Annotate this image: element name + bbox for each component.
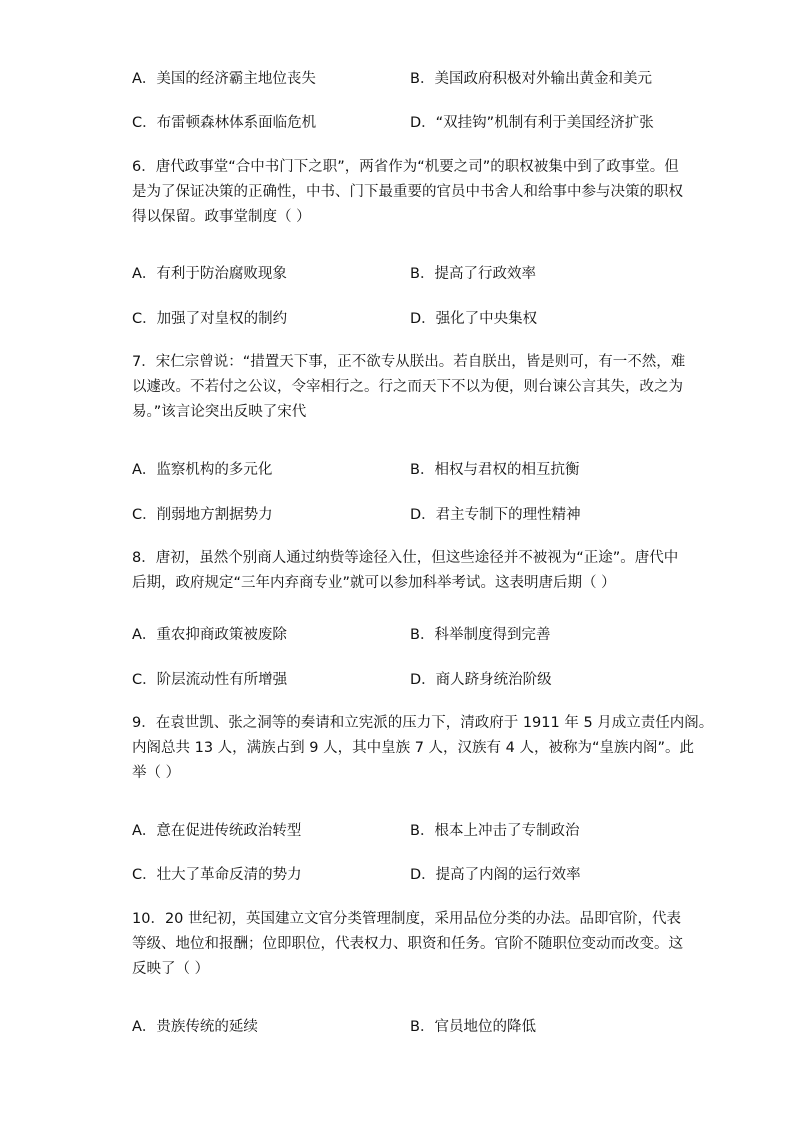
- q6-stem-line-2: 是为了保证决策的正确性，中书、门下最重要的官员中书舍人和给事中参与决策的职权: [132, 184, 683, 200]
- q7-stem-line-1: 7．宋仁宗曾说：“措置天下事，正不欲专从朕出。若自朕出，皆是则可，有一不然，难: [132, 354, 686, 370]
- q6-option-b: B．提高了行政效率: [410, 266, 536, 282]
- q6-option-d: D．强化了中央集权: [410, 311, 538, 327]
- q9-stem-line-1: 9．在袁世凯、张之洞等的奏请和立宪派的压力下，清政府于 1911 年 5 月成立责任内阁。: [132, 715, 714, 731]
- q8-option-c: C．阶层流动性有所增强: [132, 672, 288, 688]
- q9-stem: [132, 711, 714, 786]
- q7-stem-line-2: 以遽改。不若付之公议，令宰相行之。行之而天下不以为便，则台谏公言其失，改之为: [132, 379, 683, 395]
- q5-option-b: B．美国政府积极对外输出黄金和美元: [410, 71, 652, 87]
- q6-stem: [132, 155, 683, 230]
- q10-stem-line-2: 等级、地位和报酬；位即职位，代表权力、职资和任务。官阶不随职位变动而改变。这: [132, 936, 683, 952]
- q8-option-b: B．科举制度得到完善: [410, 627, 551, 643]
- q10-stem-line-3: 反映了（ ）: [132, 961, 210, 977]
- q10-stem: [132, 907, 683, 982]
- q8-stem: [132, 546, 679, 596]
- q8-option-d: D．商人跻身统治阶级: [410, 672, 552, 688]
- q7-option-c: C．削弱地方割据势力: [132, 507, 273, 523]
- q7-option-d: D．君主专制下的理性精神: [410, 507, 581, 523]
- q9-option-b: B．根本上冲击了专制政治: [410, 823, 580, 839]
- q9-stem-line-3: 举（ ）: [132, 765, 181, 781]
- q9-option-a: A．意在促进传统政治转型: [132, 823, 302, 839]
- q6-stem-line-1: 6．唐代政事堂“合中书门下之职”，两省作为“机要之司”的职权被集中到了政事堂。但: [132, 159, 679, 175]
- q7-option-a: A．监察机构的多元化: [132, 462, 273, 478]
- q5-option-d: D．“双挂钩”机制有利于美国经济扩张: [410, 115, 654, 131]
- q9-option-d: D．提高了内阁的运行效率: [410, 867, 581, 883]
- q8-option-a: A．重农抑商政策被废除: [132, 627, 287, 643]
- q6-option-c: C．加强了对皇权的制约: [132, 311, 288, 327]
- q10-option-a: A．贵族传统的延续: [132, 1019, 258, 1035]
- q7-stem: [132, 350, 686, 425]
- q10-option-b: B．官员地位的降低: [410, 1019, 536, 1035]
- q8-stem-line-2: 后期，政府规定“三年内弃商专业”就可以参加科举考试。这表明唐后期（ ）: [132, 575, 616, 591]
- q6-stem-line-3: 得以保留。政事堂制度（ ）: [132, 209, 311, 225]
- q5-option-a: A．美国的经济霸主地位丧失: [132, 71, 316, 87]
- q9-stem-line-2: 内阁总共 13 人，满族占到 9 人，其中皇族 7 人，汉族有 4 人，被称为“皇族内阁”。此: [132, 740, 695, 756]
- q7-option-b: B．相权与君权的相互抗衡: [410, 462, 580, 478]
- q6-option-a: A．有利于防治腐败现象: [132, 266, 287, 282]
- q5-option-c: C．布雷顿森林体系面临危机: [132, 115, 317, 131]
- q7-stem-line-3: 易。”该言论突出反映了宋代: [132, 404, 307, 420]
- q10-stem-line-1: 10．20 世纪初，英国建立文官分类管理制度，采用品位分类的办法。品即官阶，代表: [132, 911, 682, 927]
- q8-stem-line-1: 8．唐初，虽然个别商人通过纳赀等途径入仕，但这些途径并不被视为“正途”。唐代中: [132, 550, 679, 566]
- q9-option-c: C．壮大了革命反清的势力: [132, 867, 302, 883]
